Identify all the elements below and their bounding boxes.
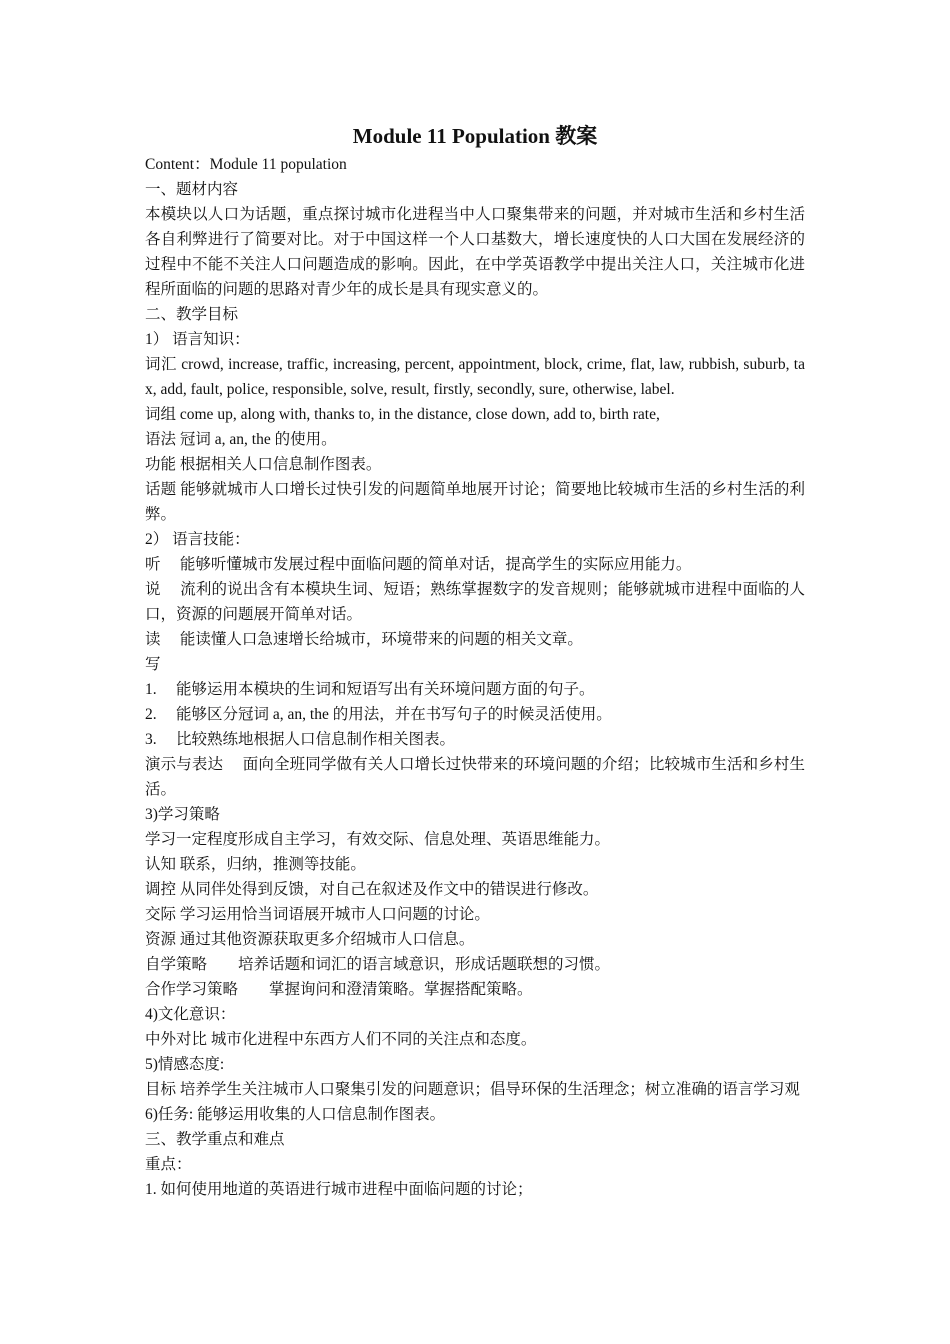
subheading: 2） 语言技能： [145, 531, 250, 548]
section-heading: 一、题材内容 [145, 181, 239, 198]
paragraph: 资源 通过其他资源获取更多介绍城市人口信息。 [145, 931, 475, 948]
subheading: 5)情感态度: [145, 1056, 225, 1073]
paragraph: 目标 培养学生关注城市人口聚集引发的问题意识；倡导环保的生活理念；树立准确的语言学习观 [145, 1081, 800, 1098]
paragraph: 功能 根据相关人口信息制作图表。 [145, 456, 382, 473]
paragraph: 说 流利的说出含有本模块生词、短语；熟练掌握数字的发音规则；能够就城市进程中面临的人口，资源的问题展开简单对话。 [145, 581, 805, 623]
paragraph: 话题 能够就城市人口增长过快引发的问题简单地展开讨论；简要地比较城市生活的乡村生活的利弊。 [145, 481, 805, 523]
paragraph: 词汇 crowd, increase, traffic, increasing, percent, appointment, block, crime, flat, law, rubbish, suburb, tax, add, fault, police, responsible, solve, result, firstly, secondly, sure, otherwise, label. [145, 356, 805, 398]
paragraph: 中外对比 城市化进程中东西方人们不同的关注点和态度。 [145, 1031, 537, 1048]
paragraph: 6)任务: 能够运用收集的人口信息制作图表。 [145, 1106, 446, 1123]
paragraph: 合作学习策略 掌握询问和澄清策略。掌握搭配策略。 [145, 981, 533, 998]
section-heading: 三、教学重点和难点 [145, 1131, 285, 1148]
subheading: 1） 语言知识： [145, 331, 250, 348]
paragraph: 学习一定程度形成自主学习，有效交际、信息处理、英语思维能力。 [145, 831, 611, 848]
subheading: 3)学习策略 [145, 806, 220, 823]
paragraph: 词组 come up, along with, thanks to, in the distance, close down, add to, birth rate, [145, 406, 660, 423]
paragraph: 本模块以人口为话题，重点探讨城市化进程当中人口聚集带来的问题，并对城市生活和乡村生活各自利弊进行了简要对比。对于中国这样一个人口基数大，增长速度快的人口大国在发展经济的过程中不能不关注人口问题造成的影响。因此，在中学英语教学中提出关注人口，关注城市化进程所面临的问题的思路对青少年的成长是具有现实意义的。 [145, 206, 805, 298]
document-body [145, 120, 805, 1202]
document-title: Module 11 Population 教案 [352, 124, 598, 148]
paragraph: 演示与表达 面向全班同学做有关人口增长过快带来的环境问题的介绍；比较城市生活和乡村生活。 [145, 756, 805, 798]
subheading: 重点： [145, 1156, 192, 1173]
paragraph: 读 能读懂人口急速增长给城市，环境带来的问题的相关文章。 [145, 631, 583, 648]
paragraph: 自学策略 培养话题和词汇的语言域意识，形成话题联想的习惯。 [145, 956, 611, 973]
subheading: 4)文化意识： [145, 1006, 236, 1023]
list-item: 1. 如何使用地道的英语进行城市进程中面临问题的讨论； [145, 1181, 533, 1198]
paragraph: 交际 学习运用恰当词语展开城市人口问题的讨论。 [145, 906, 490, 923]
content-line: Content：Module 11 population [145, 156, 347, 173]
paragraph: 写 [145, 656, 161, 673]
paragraph: 认知 联系，归纳，推测等技能。 [145, 856, 366, 873]
list-item: 3. 比较熟练地根据人口信息制作相关图表。 [145, 731, 456, 748]
list-item: 1. 能够运用本模块的生词和短语写出有关环境问题方面的句子。 [145, 681, 595, 698]
paragraph: 听 能够听懂城市发展过程中面临问题的简单对话，提高学生的实际应用能力。 [145, 556, 692, 573]
list-item: 2. 能够区分冠词 a, an, the 的用法，并在书写句子的时候灵活使用。 [145, 706, 612, 723]
section-heading: 二、教学目标 [145, 306, 239, 323]
paragraph: 调控 从同伴处得到反馈，对自己在叙述及作文中的错误进行修改。 [145, 881, 599, 898]
paragraph: 语法 冠词 a, an, the 的使用。 [145, 431, 337, 448]
